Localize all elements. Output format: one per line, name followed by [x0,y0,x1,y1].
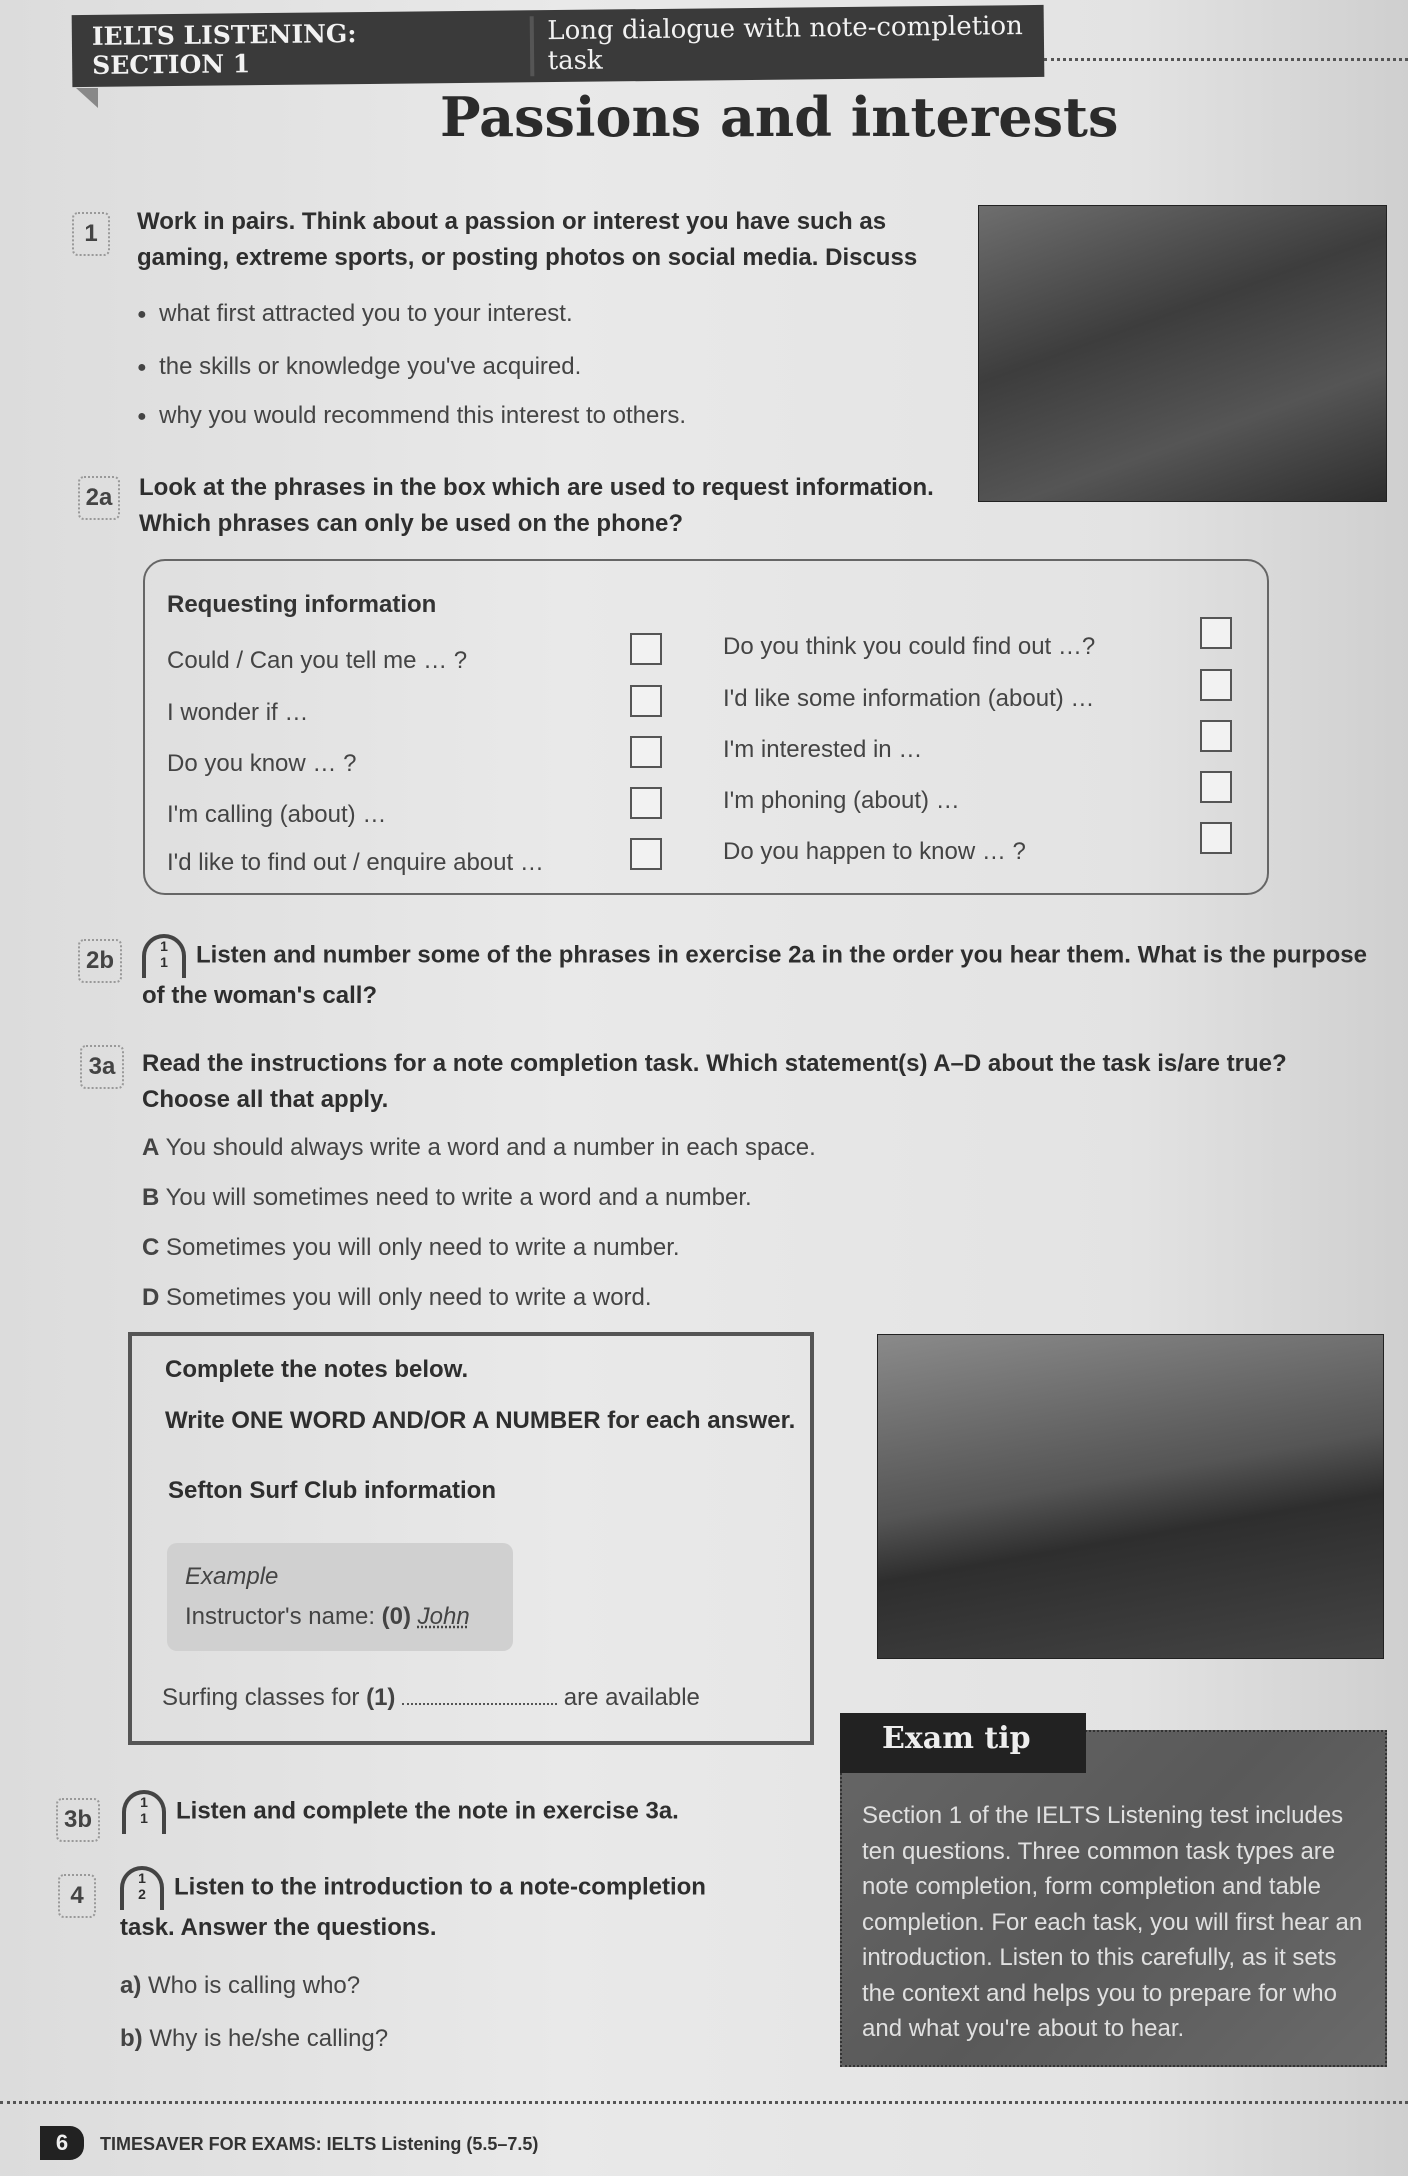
exercise-1-instructions [137,204,917,276]
track-cd: 1 [138,1870,146,1886]
option-d [142,1284,652,1312]
section-header [72,5,1045,87]
phrase: I'm calling (about) … [167,801,387,828]
note-question-1 [162,1684,700,1712]
instruction-line: of the woman's call? [142,982,378,1009]
phrase: I wonder if … [167,699,309,726]
question-b [120,2025,388,2053]
checkbox[interactable] [630,633,662,665]
notes-instruction: Complete the notes below. [165,1356,469,1383]
exercise-number: 2b [78,939,122,983]
question-text: Why is he/she calling? [149,2025,389,2052]
exercise-4-instructions [120,1866,706,1946]
instruction-line: Read the instructions for a note completion task. Which statement(s) A–D about the task is/are true? [142,1050,1287,1077]
notes-title: Sefton Surf Club information [168,1477,496,1504]
bullet-item: ● what first attracted you to your interest. [137,300,573,328]
instruction-line: gaming, extreme sports, or posting photos on social media. Discuss [137,244,918,271]
divider [1044,58,1408,61]
exercise-number: 4 [58,1874,96,1918]
track-number: 1 [140,1810,148,1826]
checkbox[interactable] [1200,822,1232,854]
audio-track-icon [142,934,186,978]
checkbox[interactable] [1200,617,1232,649]
checkbox[interactable] [630,685,662,717]
option-letter: B [142,1184,160,1211]
page-title: Passions and interests [440,85,1119,149]
exercise-3a-instructions [142,1046,1287,1118]
example-text: Instructor's name: [185,1603,375,1630]
option-c [142,1234,680,1262]
track-number: 2 [138,1886,146,1902]
section-label: IELTS LISTENING: SECTION 1 [91,19,357,80]
checkbox[interactable] [1200,669,1232,701]
exercise-number: 2a [78,476,120,520]
requesting-information-box [143,559,1269,895]
checkbox[interactable] [630,838,662,870]
option-letter: C [142,1234,160,1261]
question-letter: b) [120,2025,143,2052]
instruction-line: Which phrases can only be used on the phone? [139,510,684,537]
option-text: You will sometimes need to write a word and a number. [165,1184,752,1211]
phrase: I'd like to find out / enquire about … [167,849,544,876]
instruction-line: Listen and number some of the phrases in exercise 2a in the order you hear them. What is the purpose [196,941,1367,969]
instruction-line: Choose all that apply. [142,1086,389,1113]
page-number: 6 [40,2126,84,2160]
box-heading: Requesting information [167,591,437,618]
note-text: Surfing classes for [162,1684,360,1711]
exercise-number: 3b [56,1798,100,1842]
phrase: Do you know … ? [167,750,357,777]
option-text: You should always write a word and a number in each space. [165,1134,816,1161]
exercise-number: 1 [72,212,110,256]
option-text: Sometimes you will only need to write a word. [166,1284,652,1311]
audio-track-icon [120,1866,164,1910]
example-line [185,1597,495,1637]
corner-triangle-icon [76,88,98,108]
question-text: Who is calling who? [148,1972,361,1999]
exercise-number: 3a [80,1045,124,1089]
task-label: Long dialogue with note-completion task [529,11,1044,76]
instruction-line: Look at the phrases in the box which are used to request information. [139,474,934,501]
checkbox[interactable] [1200,771,1232,803]
bullet-item: ● why you would recommend this interest to others. [137,402,686,430]
question-a [120,1972,360,2000]
instruction-line: Listen and complete the note in exercise 3a. [176,1797,679,1825]
option-text: Sometimes you will only need to write a number. [166,1234,680,1261]
phrase: Do you think you could find out …? [723,633,1096,660]
question-letter: a) [120,1972,142,1999]
checkbox[interactable] [630,736,662,768]
audio-track-icon [122,1790,166,1834]
exercise-3b-instructions [122,1790,679,1834]
option-b [142,1184,752,1212]
phrase: I'm interested in … [723,736,923,763]
checkbox[interactable] [1200,720,1232,752]
option-letter: A [142,1134,160,1161]
track-cd: 1 [140,1794,148,1810]
track-cd: 1 [160,938,168,954]
phrase: Could / Can you tell me … ? [167,647,468,674]
example-label: Example [185,1563,279,1590]
answer-blank[interactable] [402,1703,557,1705]
exercise-2b-instructions [142,934,1392,1014]
exam-tip-heading: Exam tip [840,1713,1086,1773]
checkbox[interactable] [630,787,662,819]
exam-tip-box: Section 1 of the IELTS Listening test includes ten questions. Three common task types are note completion, form completion and table completion. For each task, you will first hear an introduction. Listen to this carefully, as it sets the context and helps you to prepare for who and what you're about to hear. [840,1730,1387,2067]
surfer-photo [877,1334,1384,1659]
footer-divider [0,2101,1408,2104]
example-answer: John [417,1603,470,1630]
instruction-line: Work in pairs. Think about a passion or interest you have such as [137,208,887,235]
phrase: I'm phoning (about) … [723,787,960,814]
mountain-biker-photo [978,205,1387,502]
option-a [142,1134,816,1162]
option-letter: D [142,1284,160,1311]
example-box [167,1543,513,1651]
example-number: (0) [381,1603,411,1630]
track-number: 1 [160,954,168,970]
instruction-line: task. Answer the questions. [120,1914,437,1941]
instruction-line: Listen to the introduction to a note-completion [174,1873,706,1901]
phrase: Do you happen to know … ? [723,838,1026,865]
exercise-2a-instructions [139,470,934,542]
phrase: I'd like some information (about) … [723,685,1095,712]
book-title: TIMESAVER FOR EXAMS: IELTS Listening (5.5–7.5) [100,2134,539,2154]
note-text: are available [563,1684,700,1711]
question-number: (1) [366,1684,396,1711]
notes-instruction: Write ONE WORD AND/OR A NUMBER for each answer. [165,1407,796,1434]
bullet-item: ● the skills or knowledge you've acquired. [137,353,581,381]
